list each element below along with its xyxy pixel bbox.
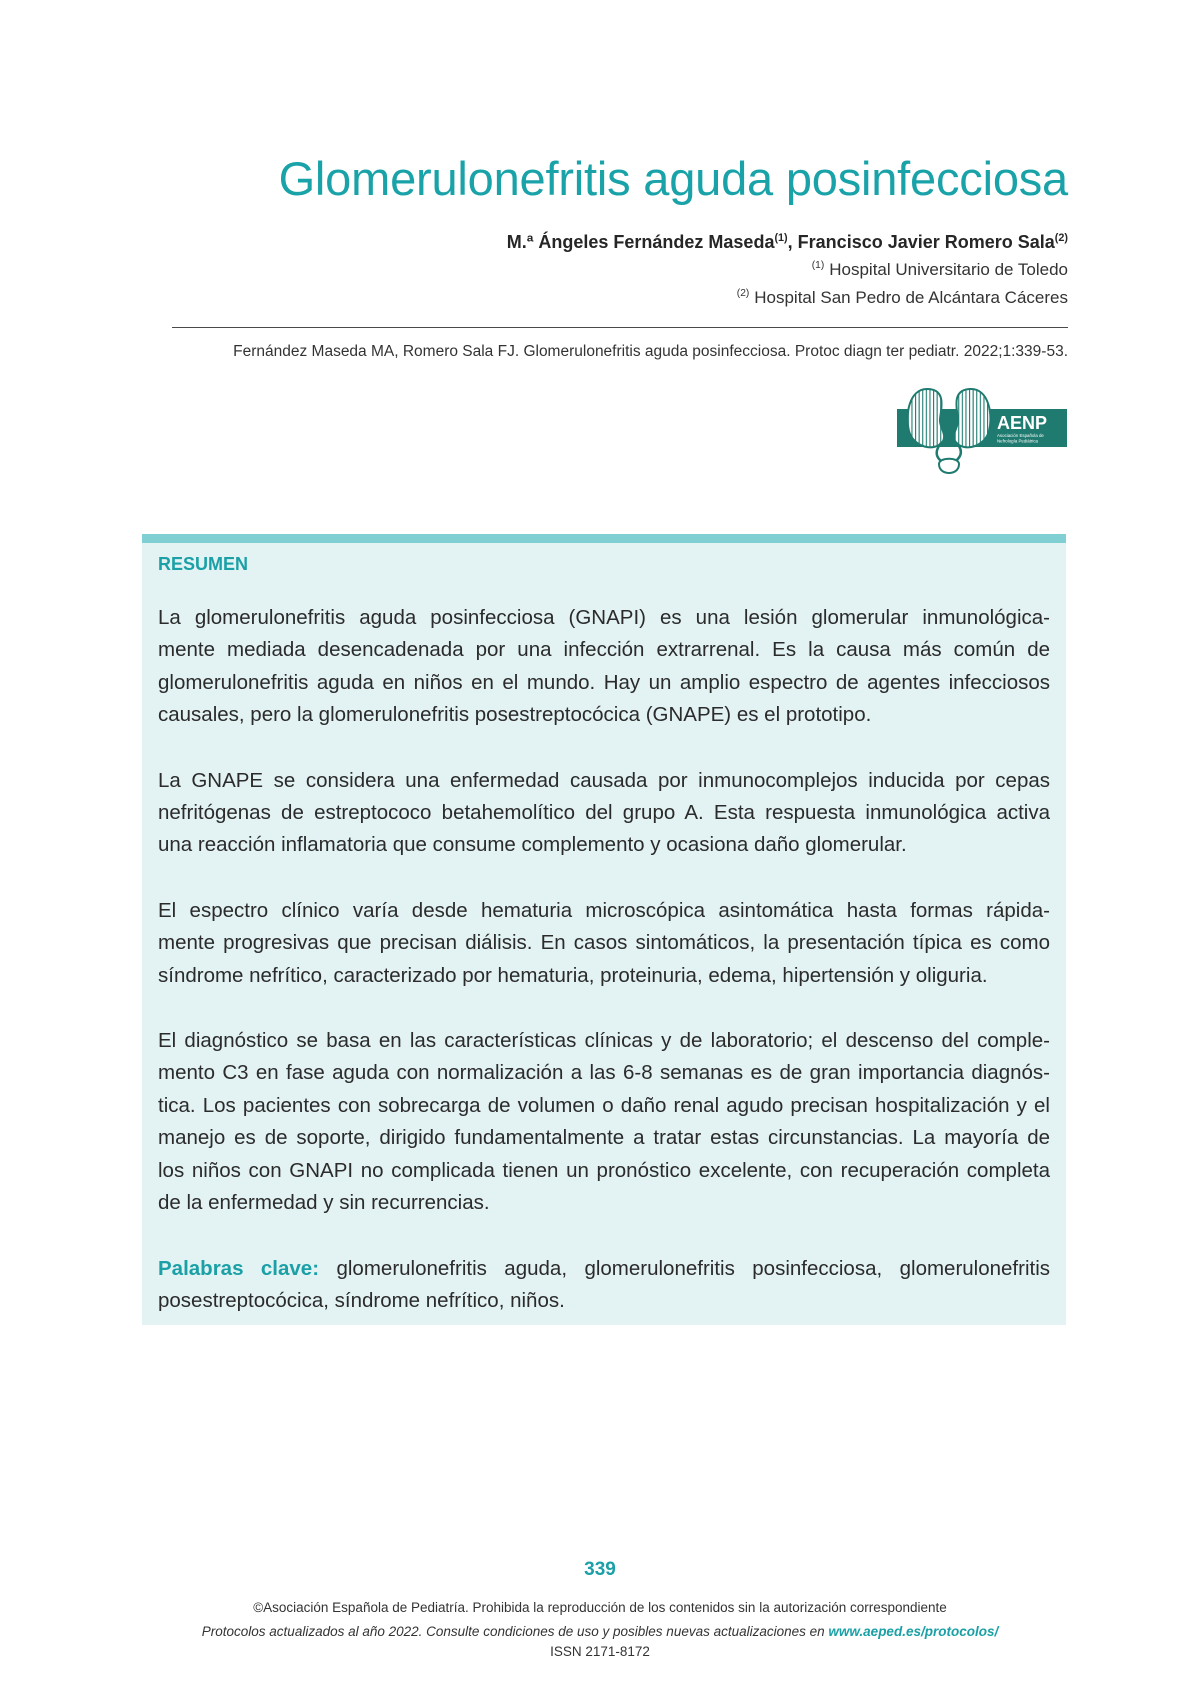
abstract-paragraph [158, 765, 1050, 862]
header-divider [172, 327, 1068, 328]
keywords-line [158, 1253, 1050, 1285]
abstract-line: manejo es de soporte, dirigido fundamentalmente a tratar estas circunstancias. La mayoría de [158, 1126, 1050, 1150]
affiliation-line [812, 258, 1068, 282]
abstract-line: El diagnóstico se basa en las características clínicas y de laboratorio; el descenso del comple- [158, 1029, 1050, 1053]
affiliation-marker: (2) [1054, 232, 1068, 244]
affiliation-marker: (1) [774, 232, 788, 244]
abstract-paragraph [158, 602, 1050, 732]
abstract-line: una reacción inflamatoria que consume complemento y ocasiona daño glomerular. [158, 833, 907, 857]
keywords-paragraph [158, 1253, 1050, 1318]
affiliation-name: Hospital San Pedro de Alcántara Cáceres [754, 288, 1068, 307]
affiliation-line [737, 286, 1068, 310]
abstract-line: causales, pero la glomerulonefritis posestreptocócica (GNAPE) es el prototipo. [158, 703, 872, 727]
abstract-line: tica. Los pacientes con sobrecarga de volumen o daño renal agudo precisan hospitalización y el [158, 1093, 1050, 1117]
left-kidney-icon [908, 389, 945, 447]
abstract-line: nefritógenas de estreptococo betahemolítico del grupo A. Esta respuesta inmunológica activa [158, 801, 1050, 825]
bladder-icon [939, 459, 959, 473]
right-kidney-icon [954, 389, 991, 447]
aenp-logo [897, 387, 1067, 475]
abstract-line: La glomerulonefritis aguda posinfecciosa (GNAPI) es una lesión glomerular inmunológica- [158, 606, 1050, 629]
update-text: Protocolos actualizados al año 2022. Consulte condiciones de uso y posibles nuevas actualizaciones en [201, 1624, 829, 1639]
page-number: 339 [584, 1559, 616, 1580]
logo-acronym: AENP [997, 413, 1048, 433]
abstract-line: El espectro clínico varía desde hematuria microscópica asintomática hasta formas rápida- [158, 898, 1050, 922]
author-separator: , [787, 232, 798, 252]
abstract-paragraph [158, 895, 1050, 992]
abstract-box [142, 534, 1066, 1325]
abstract-line: glomerulonefritis aguda en niños en el mundo. Hay un amplio espectro de agentes infecciosos [158, 670, 1050, 694]
abstract-line: mente progresivas que precisan diálisis. En casos sintomáticos, la presentación típica es como [158, 931, 1050, 955]
issn-line: ISSN 2171-8172 [550, 1644, 650, 1659]
abstract-line: síndrome nefrítico, caracterizado por hematuria, proteinuria, edema, hipertensión y oliguria. [158, 963, 988, 987]
logo-subtitle: Nefrología Pediátrica [997, 438, 1039, 444]
logo-subtitle: Asociación Española de [997, 433, 1044, 438]
abstract-line: de la enfermedad y sin recurrencias. [158, 1191, 490, 1215]
protocols-link[interactable]: www.aeped.es/protocolos/ [828, 1624, 999, 1639]
abstract-line: La GNAPE se considera una enfermedad causada por inmunocomplejos inducida por cepas [158, 768, 1050, 792]
update-notice [0, 1622, 1200, 1642]
keywords-line: posestreptocócica, síndrome nefrítico, niños. [158, 1288, 565, 1312]
abstract-paragraph [158, 1025, 1050, 1219]
abstract-line: los niños con GNAPI no complicada tienen un pronóstico excelente, con recuperación completa [158, 1158, 1050, 1182]
article-title: Glomerulonefritis aguda posinfecciosa [278, 152, 1068, 205]
keywords-label: Palabras clave: [158, 1256, 320, 1280]
keywords-text: glomerulonefritis aguda, glomerulonefritis posinfecciosa, glomerulonefritis [319, 1256, 1051, 1280]
affiliation-marker: (2) [736, 288, 750, 300]
affiliation-marker: (1) [811, 260, 825, 272]
citation-line: Fernández Maseda MA, Romero Sala FJ. Glomerulonefritis aguda posinfecciosa. Protoc diagn ter pediatr. 2022;1:339-53. [233, 343, 1068, 360]
authors-line [507, 230, 1068, 254]
affiliation-name: Hospital Universitario de Toledo [829, 260, 1068, 279]
author-name: Francisco Javier Romero Sala [797, 232, 1055, 252]
abstract-line: mente mediada desencadenada por una infección extrarrenal. Es la causa más común de [158, 638, 1050, 662]
copyright-notice: ©Asociación Española de Pediatría. Prohibida la reproducción de los contenidos sin la autorización correspondiente [253, 1600, 947, 1615]
abstract-line: mento C3 en fase aguda con normalización a las 6-8 semanas es de gran importancia diagnós- [158, 1061, 1050, 1085]
abstract-heading: RESUMEN [158, 554, 249, 574]
author-name: M.ª Ángeles Fernández Maseda [506, 232, 775, 252]
